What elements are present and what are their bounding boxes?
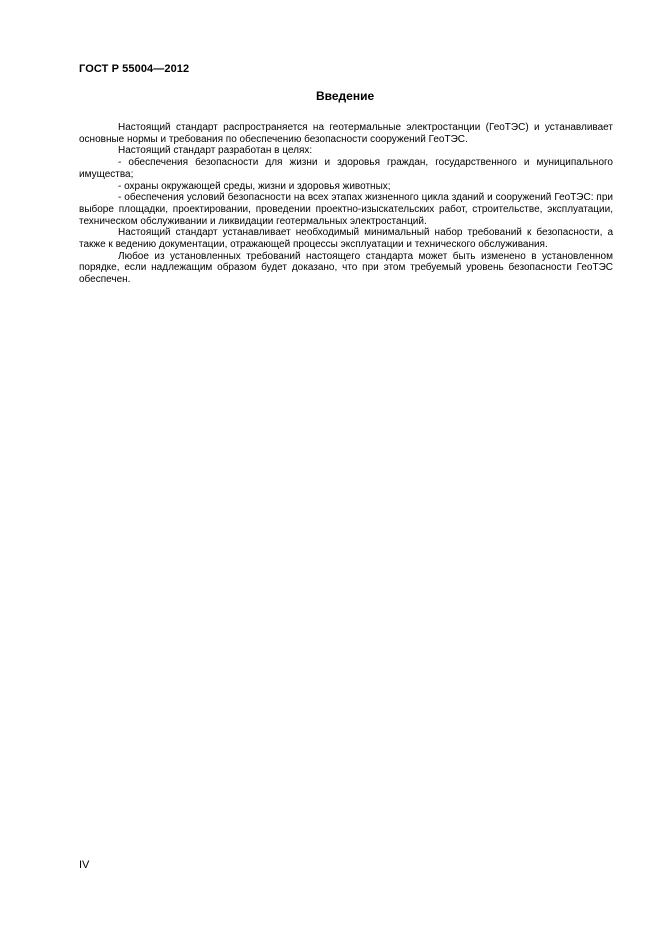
paragraph-purpose-intro: Настоящий стандарт разработан в целях:: [118, 145, 313, 157]
page-number: IV: [79, 859, 90, 871]
paragraph-purpose-environment: - охраны окружающей среды, жизни и здоровья животных;: [118, 180, 391, 192]
paragraph-requirements: Настоящий стандарт устанавливает необходимый минимальный набор требований к безопасности, а также к ведению документации, отражающей процессы эксплуатации и технического обслуживания.: [79, 227, 613, 251]
document-code: ГОСТ Р 55004—2012: [79, 63, 190, 75]
paragraph-scope: Настоящий стандарт распространяется на геотермальные электростанции (ГеоТЭС) и устанавливает основные нормы и требования по обеспечению безопасности сооружений ГеоТЭС.: [79, 122, 613, 145]
paragraph-purpose-safety: - обеспечения безопасности для жизни и здоровья граждан, государственного и муниципального имущества;: [79, 157, 613, 180]
introduction-body: [79, 122, 613, 286]
section-title: Введение: [316, 89, 375, 103]
paragraph-purpose-lifecycle: - обеспечения условий безопасности на всех этапах жизненного цикла зданий и сооружений ГеоТЭС: при выборе площадки, проектировании, проведении проектно-изыскательских работ, строительстве, эксплуатации, техническом обслуживании и ликвидации геотермальных электростанций.: [79, 192, 613, 227]
paragraph-changes: Любое из установленных требований настоящего стандарта может быть изменено в установленном порядке, если надлежащим образом будет доказано, что при этом требуемый уровень безопасности ГеоТЭС обеспечен.: [79, 250, 613, 286]
